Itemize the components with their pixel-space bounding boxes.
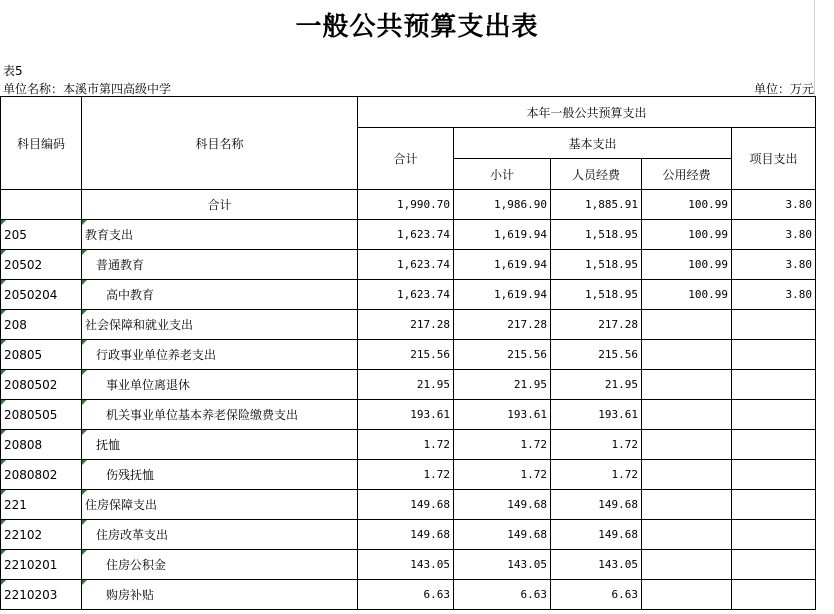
- total-cell-text: 217.28: [410, 318, 450, 331]
- subtotal-cell-text: 193.61: [507, 408, 547, 421]
- project-cell[interactable]: [732, 400, 816, 430]
- project-cell[interactable]: [732, 460, 816, 490]
- personnel-cell[interactable]: [551, 550, 642, 580]
- name-cell-text: 伤残抚恤: [106, 468, 155, 482]
- name-cell-text: 高中教育: [106, 288, 155, 302]
- personnel-cell[interactable]: [551, 430, 642, 460]
- total-cell[interactable]: [358, 490, 454, 520]
- public-cell[interactable]: [642, 490, 732, 520]
- total-cell[interactable]: [358, 220, 454, 250]
- subtotal-cell-text: 6.63: [520, 588, 547, 601]
- project-cell[interactable]: [732, 250, 816, 280]
- total-cell-text: 6.63: [423, 588, 450, 601]
- total-cell[interactable]: [358, 520, 454, 550]
- code-cell[interactable]: [1, 520, 82, 550]
- subtotal-cell-text: 149.68: [507, 498, 547, 511]
- personnel-cell-text: 149.68: [598, 498, 638, 511]
- name-cell-text: 合计: [207, 198, 232, 212]
- code-cell-text: 22102: [4, 527, 43, 542]
- total-cell[interactable]: [358, 430, 454, 460]
- name-cell[interactable]: [82, 250, 358, 280]
- text-format-marker: [1, 340, 6, 345]
- personnel-cell-text: 193.61: [598, 408, 638, 421]
- total-cell-text: 143.05: [410, 558, 450, 571]
- code-cell[interactable]: [1, 430, 82, 460]
- subtotal-cell[interactable]: [454, 580, 551, 610]
- project-cell-text: 3.80: [785, 228, 812, 241]
- total-cell-text: 1,623.74: [397, 228, 450, 241]
- personnel-cell[interactable]: [551, 400, 642, 430]
- personnel-cell[interactable]: [551, 580, 642, 610]
- subtotal-cell[interactable]: [454, 460, 551, 490]
- table-row: [1, 310, 816, 340]
- total-cell[interactable]: [358, 310, 454, 340]
- text-format-marker: [82, 340, 87, 345]
- text-format-marker: [1, 400, 6, 405]
- total-cell-text: 1.72: [423, 438, 450, 451]
- total-cell-text: 1,990.70: [397, 198, 450, 211]
- total-cell-text: 1,623.74: [397, 288, 450, 301]
- subtotal-cell[interactable]: [454, 520, 551, 550]
- subtotal-cell-text: 217.28: [507, 318, 547, 331]
- text-format-marker: [82, 370, 87, 375]
- subtotal-cell-text: 1,986.90: [494, 198, 547, 211]
- name-cell[interactable]: [82, 580, 358, 610]
- text-format-marker: [1, 460, 6, 465]
- code-cell[interactable]: [1, 400, 82, 430]
- total-cell[interactable]: [358, 400, 454, 430]
- public-cell[interactable]: [642, 310, 732, 340]
- public-cell-text: 100.99: [688, 258, 728, 271]
- public-cell[interactable]: [642, 280, 732, 310]
- code-cell-text: 2210203: [4, 587, 58, 602]
- total-cell-text: 1,623.74: [397, 258, 450, 271]
- name-cell[interactable]: [82, 220, 358, 250]
- code-cell[interactable]: [1, 580, 82, 610]
- name-cell[interactable]: [82, 460, 358, 490]
- subtotal-cell-text: 21.95: [513, 378, 547, 391]
- code-cell-text: 2210201: [4, 557, 58, 572]
- table-row: [1, 550, 816, 580]
- subtotal-cell-text: 1.72: [520, 468, 547, 481]
- personnel-cell-text: 217.28: [598, 318, 638, 331]
- subtotal-cell[interactable]: [454, 340, 551, 370]
- header-public: 公用经费: [642, 159, 732, 190]
- public-cell[interactable]: [642, 580, 732, 610]
- text-format-marker: [1, 430, 6, 435]
- text-format-marker: [1, 520, 6, 525]
- text-format-marker: [1, 580, 6, 585]
- name-cell-text: 住房保障支出: [85, 498, 158, 512]
- subtotal-cell-text: 215.56: [507, 348, 547, 361]
- public-cell[interactable]: [642, 460, 732, 490]
- personnel-cell[interactable]: [551, 220, 642, 250]
- code-cell[interactable]: [1, 310, 82, 340]
- code-cell[interactable]: [1, 280, 82, 310]
- project-cell[interactable]: [732, 370, 816, 400]
- table-row: [1, 520, 816, 550]
- project-cell[interactable]: [732, 430, 816, 460]
- text-format-marker: [1, 370, 6, 375]
- project-cell[interactable]: [732, 520, 816, 550]
- subtotal-cell[interactable]: [454, 190, 551, 220]
- code-cell[interactable]: [1, 460, 82, 490]
- code-cell-text: 2080802: [4, 467, 58, 482]
- personnel-cell-text: 1,518.95: [585, 288, 638, 301]
- project-cell[interactable]: [732, 190, 816, 220]
- text-format-marker: [1, 310, 6, 315]
- personnel-cell-text: 149.68: [598, 528, 638, 541]
- personnel-cell-text: 1,518.95: [585, 258, 638, 271]
- text-format-marker: [82, 310, 87, 315]
- table-row: [1, 280, 816, 310]
- project-cell[interactable]: [732, 280, 816, 310]
- name-cell[interactable]: [82, 310, 358, 340]
- code-cell[interactable]: [1, 220, 82, 250]
- text-format-marker: [82, 250, 87, 255]
- name-cell-text: 事业单位离退休: [106, 378, 191, 392]
- public-cell[interactable]: [642, 400, 732, 430]
- name-cell[interactable]: [82, 280, 358, 310]
- page-title: 一般公共预算支出表: [295, 12, 539, 42]
- project-cell-text: 3.80: [785, 288, 812, 301]
- text-format-marker: [82, 280, 87, 285]
- code-cell-text: 221: [4, 497, 27, 512]
- table-row: [1, 460, 816, 490]
- text-format-marker: [1, 490, 6, 495]
- personnel-cell[interactable]: [551, 340, 642, 370]
- subtotal-cell-text: 1,619.94: [494, 288, 547, 301]
- personnel-cell-text: 215.56: [598, 348, 638, 361]
- name-cell[interactable]: [82, 340, 358, 370]
- subtotal-cell[interactable]: [454, 250, 551, 280]
- unit-label: 单位：万元: [753, 82, 814, 96]
- code-cell[interactable]: [1, 550, 82, 580]
- subtotal-cell-text: 143.05: [507, 558, 547, 571]
- project-cell[interactable]: [732, 580, 816, 610]
- name-cell[interactable]: [82, 190, 358, 220]
- total-cell-text: 149.68: [410, 498, 450, 511]
- personnel-cell-text: 1,518.95: [585, 228, 638, 241]
- personnel-cell-text: 143.05: [598, 558, 638, 571]
- budget-table: [0, 96, 816, 610]
- project-cell[interactable]: [732, 220, 816, 250]
- public-cell[interactable]: [642, 430, 732, 460]
- text-format-marker: [1, 220, 6, 225]
- table-row: [1, 340, 816, 370]
- code-cell-text: 2080502: [4, 377, 58, 392]
- public-cell-text: 100.99: [688, 288, 728, 301]
- personnel-cell-text: 1.72: [611, 438, 638, 451]
- text-format-marker: [82, 520, 87, 525]
- name-cell[interactable]: [82, 370, 358, 400]
- code-cell-text: 20502: [4, 257, 43, 272]
- table-row: [1, 370, 816, 400]
- table-row: [1, 190, 816, 220]
- text-format-marker: [82, 580, 87, 585]
- code-cell-text: 20808: [4, 437, 43, 452]
- subtotal-cell-text: 1,619.94: [494, 228, 547, 241]
- text-format-marker: [1, 250, 6, 255]
- project-cell[interactable]: [732, 490, 816, 520]
- personnel-cell[interactable]: [551, 370, 642, 400]
- total-cell[interactable]: [358, 460, 454, 490]
- public-cell[interactable]: [642, 370, 732, 400]
- name-cell-text: 购房补贴: [106, 588, 155, 602]
- total-cell[interactable]: [358, 280, 454, 310]
- name-cell[interactable]: [82, 400, 358, 430]
- total-cell-text: 149.68: [410, 528, 450, 541]
- subtotal-cell[interactable]: [454, 490, 551, 520]
- table-row: [1, 580, 816, 610]
- code-cell-text: 205: [4, 227, 27, 242]
- code-cell[interactable]: [1, 340, 82, 370]
- personnel-cell[interactable]: [551, 250, 642, 280]
- table-row: [1, 400, 816, 430]
- name-cell[interactable]: [82, 550, 358, 580]
- public-cell-text: 100.99: [688, 228, 728, 241]
- project-cell[interactable]: [732, 550, 816, 580]
- subtotal-cell[interactable]: [454, 370, 551, 400]
- subtotal-cell[interactable]: [454, 310, 551, 340]
- name-cell-text: 教育支出: [85, 228, 134, 242]
- subtotal-cell[interactable]: [454, 400, 551, 430]
- personnel-cell[interactable]: [551, 520, 642, 550]
- header-subtotal: 小计: [454, 159, 551, 190]
- text-format-marker: [1, 550, 6, 555]
- personnel-cell[interactable]: [551, 310, 642, 340]
- personnel-cell-text: 6.63: [611, 588, 638, 601]
- total-cell-text: 193.61: [410, 408, 450, 421]
- code-cell-text: 2080505: [4, 407, 58, 422]
- subtotal-cell[interactable]: [454, 430, 551, 460]
- header-budget: 本年一般公共预算支出: [358, 97, 816, 128]
- total-cell-text: 21.95: [416, 378, 450, 391]
- code-cell-text: 20805: [4, 347, 43, 362]
- header-name: 科目名称: [82, 97, 358, 190]
- table-row: [1, 490, 816, 520]
- subtotal-cell[interactable]: [454, 550, 551, 580]
- project-cell[interactable]: [732, 340, 816, 370]
- personnel-cell[interactable]: [551, 490, 642, 520]
- total-cell[interactable]: [358, 190, 454, 220]
- personnel-cell[interactable]: [551, 460, 642, 490]
- header-basic: 基本支出: [454, 128, 732, 159]
- subtotal-cell-text: 1,619.94: [494, 258, 547, 271]
- code-cell[interactable]: [1, 370, 82, 400]
- code-cell-text: 2050204: [4, 287, 58, 302]
- text-format-marker: [82, 430, 87, 435]
- public-cell[interactable]: [642, 190, 732, 220]
- header-personnel: 人员经费: [551, 159, 642, 190]
- name-cell-text: 住房改革支出: [96, 528, 169, 542]
- personnel-cell-text: 1.72: [611, 468, 638, 481]
- table-row: [1, 250, 816, 280]
- text-format-marker: [1, 280, 6, 285]
- total-cell[interactable]: [358, 580, 454, 610]
- name-cell-text: 行政事业单位养老支出: [96, 348, 217, 362]
- subtotal-cell-text: 1.72: [520, 438, 547, 451]
- name-cell[interactable]: [82, 430, 358, 460]
- total-cell[interactable]: [358, 250, 454, 280]
- text-format-marker: [82, 400, 87, 405]
- name-cell-text: 住房公积金: [106, 558, 167, 572]
- header-code: 科目编码: [1, 97, 82, 190]
- personnel-cell[interactable]: [551, 280, 642, 310]
- text-format-marker: [82, 550, 87, 555]
- name-cell-text: 普通教育: [96, 258, 145, 272]
- name-cell-text: 机关事业单位基本养老保险缴费支出: [106, 408, 299, 422]
- header-total: 合计: [358, 128, 454, 190]
- public-cell[interactable]: [642, 340, 732, 370]
- public-cell[interactable]: [642, 220, 732, 250]
- public-cell[interactable]: [642, 250, 732, 280]
- public-cell[interactable]: [642, 520, 732, 550]
- table-row: [1, 430, 816, 460]
- total-cell[interactable]: [358, 370, 454, 400]
- header-project: 项目支出: [732, 128, 816, 190]
- project-cell-text: 3.80: [785, 258, 812, 271]
- table-row: [1, 220, 816, 250]
- name-cell[interactable]: [82, 520, 358, 550]
- unit-name: 单位名称：本溪市第四高级中学: [3, 82, 172, 96]
- text-format-marker: [82, 460, 87, 465]
- project-cell[interactable]: [732, 310, 816, 340]
- code-cell-text: 208: [4, 317, 27, 332]
- project-cell-text: 3.80: [785, 198, 812, 211]
- table-number: 表5: [3, 64, 23, 78]
- name-cell[interactable]: [82, 490, 358, 520]
- public-cell[interactable]: [642, 550, 732, 580]
- subtotal-cell[interactable]: [454, 280, 551, 310]
- total-cell-text: 215.56: [410, 348, 450, 361]
- code-cell[interactable]: [1, 190, 82, 220]
- total-cell-text: 1.72: [423, 468, 450, 481]
- total-cell[interactable]: [358, 340, 454, 370]
- personnel-cell-text: 21.95: [604, 378, 638, 391]
- text-format-marker: [82, 220, 87, 225]
- code-cell[interactable]: [1, 250, 82, 280]
- total-cell[interactable]: [358, 550, 454, 580]
- public-cell-text: 100.99: [688, 198, 728, 211]
- name-cell-text: 抚恤: [96, 438, 121, 452]
- subtotal-cell-text: 149.68: [507, 528, 547, 541]
- personnel-cell-text: 1,885.91: [585, 198, 638, 211]
- code-cell[interactable]: [1, 490, 82, 520]
- text-format-marker: [82, 490, 87, 495]
- name-cell-text: 社会保障和就业支出: [85, 318, 194, 332]
- subtotal-cell[interactable]: [454, 220, 551, 250]
- personnel-cell[interactable]: [551, 190, 642, 220]
